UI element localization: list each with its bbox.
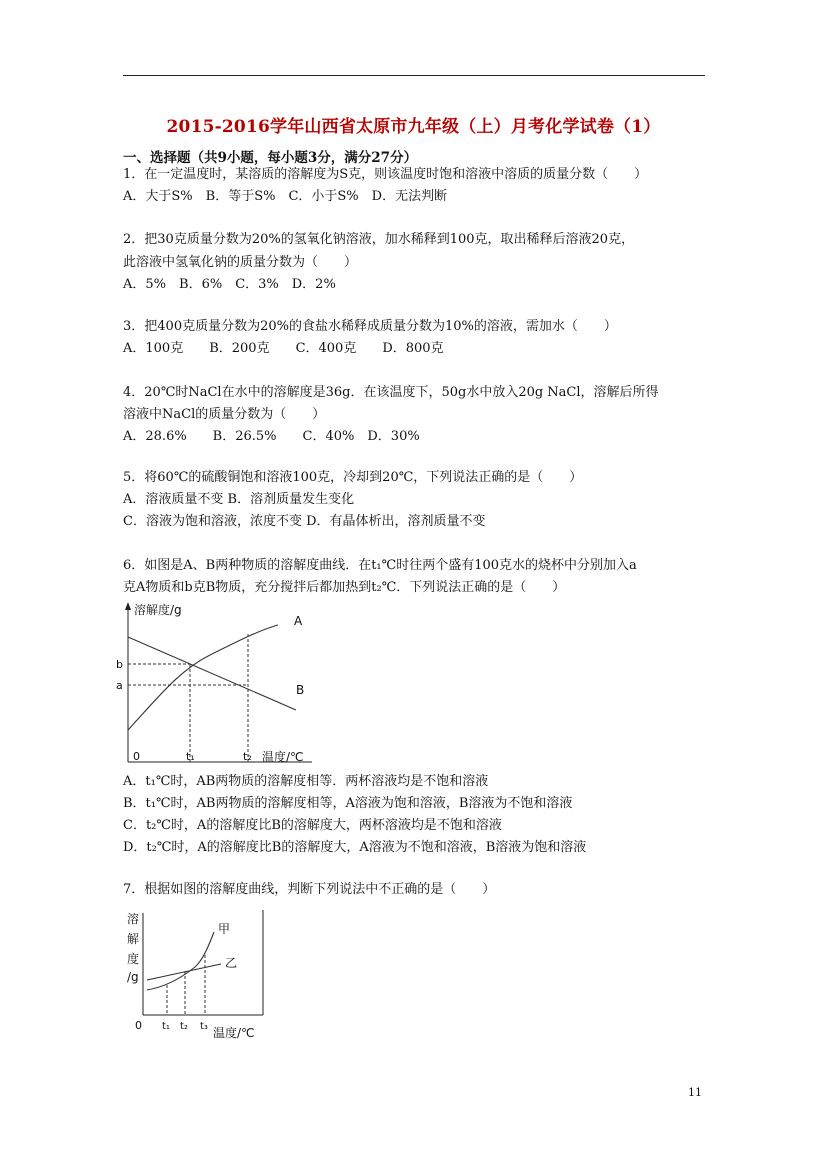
fig6-tick-a: a [116, 679, 123, 692]
question-2-stem: 2．把30克质量分数为20%的氢氧化钠溶液，加水稀释到100克，取出稀释后溶液20克， [123, 232, 635, 247]
question-4-stem: 4．20℃时NaCl在水中的溶解度是36g．在该温度下，50g水中放入20g NaCl，溶解后所得 [123, 385, 659, 400]
question-6-option-d: D．t₂℃时，A的溶解度比B的溶解度大，A溶液为不饱和溶液，B溶液为饱和溶液 [123, 840, 587, 855]
fig7-label-jia: 甲 [218, 922, 231, 936]
fig7-ylabel-4: /g [127, 970, 139, 984]
fig6-xlabel: 温度/℃ [262, 750, 304, 764]
figure-7-solubility-chart [125, 905, 270, 1045]
fig7-ylabel-3: 度 [127, 952, 140, 966]
question-6-stem-cont: 克A物质和b克B物质，充分搅拌后都加热到t₂℃．下列说法正确的是（ ） [123, 580, 566, 595]
fig7-xlabel: 温度/℃ [213, 1026, 255, 1040]
question-2-stem-cont: 此溶液中氢氧化钠的质量分数为（ ） [123, 255, 358, 270]
question-5-option-cd: C．溶液为饱和溶液，浓度不变 D．有晶体析出，溶剂质量不变 [123, 514, 486, 529]
section-heading: 一、选择题（共9小题，每小题3分，满分27分） [123, 150, 418, 166]
fig7-ylabel-2: 解 [127, 932, 140, 946]
fig7-tick-t3: t₃ [200, 1021, 208, 1032]
fig6-ylabel: 溶解度/g [134, 603, 182, 617]
curve-yi [147, 964, 221, 980]
question-6-option-a: A．t₁℃时，AB两物质的溶解度相等．两杯溶液均是不饱和溶液 [123, 774, 489, 789]
question-3-stem: 3．把400克质量分数为20%的食盐水稀释成质量分数为10%的溶液，需加水（ ） [123, 319, 617, 334]
question-1-options: A．大于S% B．等于S% C．小于S% D．无法判断 [123, 189, 448, 204]
question-1-stem: 1．在一定温度时，某溶质的溶解度为S克，则该温度时饱和溶液中溶质的质量分数（ ） [123, 167, 648, 182]
question-6-option-c: C．t₂℃时，A的溶解度比B的溶解度大，两杯溶液均是不饱和溶液 [123, 818, 502, 833]
curve-jia [147, 932, 214, 990]
page-number: 11 [688, 1086, 702, 1099]
y-axis-arrow [125, 602, 131, 610]
fig7-ylabel-1: 溶 [127, 912, 140, 926]
fig7-tick-t1: t₁ [162, 1021, 170, 1032]
question-6-option-b: B．t₁℃时，AB两物质的溶解度相等，A溶液为饱和溶液，B溶液为不饱和溶液 [123, 796, 573, 811]
fig6-tick-b: b [116, 658, 123, 671]
question-3-options: A．100克 B．200克 C．400克 D．800克 [123, 341, 444, 356]
page-title: 2015-2016学年山西省太原市九年级（上）月考化学试卷（1） [166, 117, 661, 137]
fig6-label-a: A [294, 614, 303, 628]
question-7-stem: 7．根据如图的溶解度曲线，判断下列说法中不正确的是（ ） [123, 882, 496, 897]
question-5-option-ab: A．溶液质量不变 B．溶剂质量发生变化 [123, 492, 355, 507]
fig6-tick-t1: t₁ [186, 750, 195, 763]
fig7-tick-t2: t₂ [180, 1021, 188, 1032]
fig7-origin: 0 [135, 1019, 142, 1032]
question-4-options: A．28.6% B．26.5% C．40% D．30% [123, 429, 420, 444]
fig6-label-b: B [296, 683, 305, 697]
question-2-options: A．5% B．6% C．3% D．2% [123, 277, 336, 292]
question-5-stem: 5．将60℃的硫酸铜饱和溶液100克，冷却到20℃，下列说法正确的是（ ） [123, 470, 583, 485]
fig7-label-yi: 乙 [225, 956, 238, 970]
curve-a [128, 625, 278, 730]
fig6-origin: 0 [133, 750, 140, 763]
header-rule [123, 75, 705, 76]
question-4-stem-cont: 溶液中NaCl的质量分数为（ ） [123, 407, 326, 422]
question-6-stem: 6．如图是A、B两种物质的溶解度曲线．在t₁℃时往两个盛有100克水的烧杯中分别加入a [123, 558, 637, 573]
figure-6-solubility-chart [116, 600, 320, 770]
curve-b [128, 637, 296, 710]
fig6-tick-t2: t₂ [243, 750, 252, 763]
